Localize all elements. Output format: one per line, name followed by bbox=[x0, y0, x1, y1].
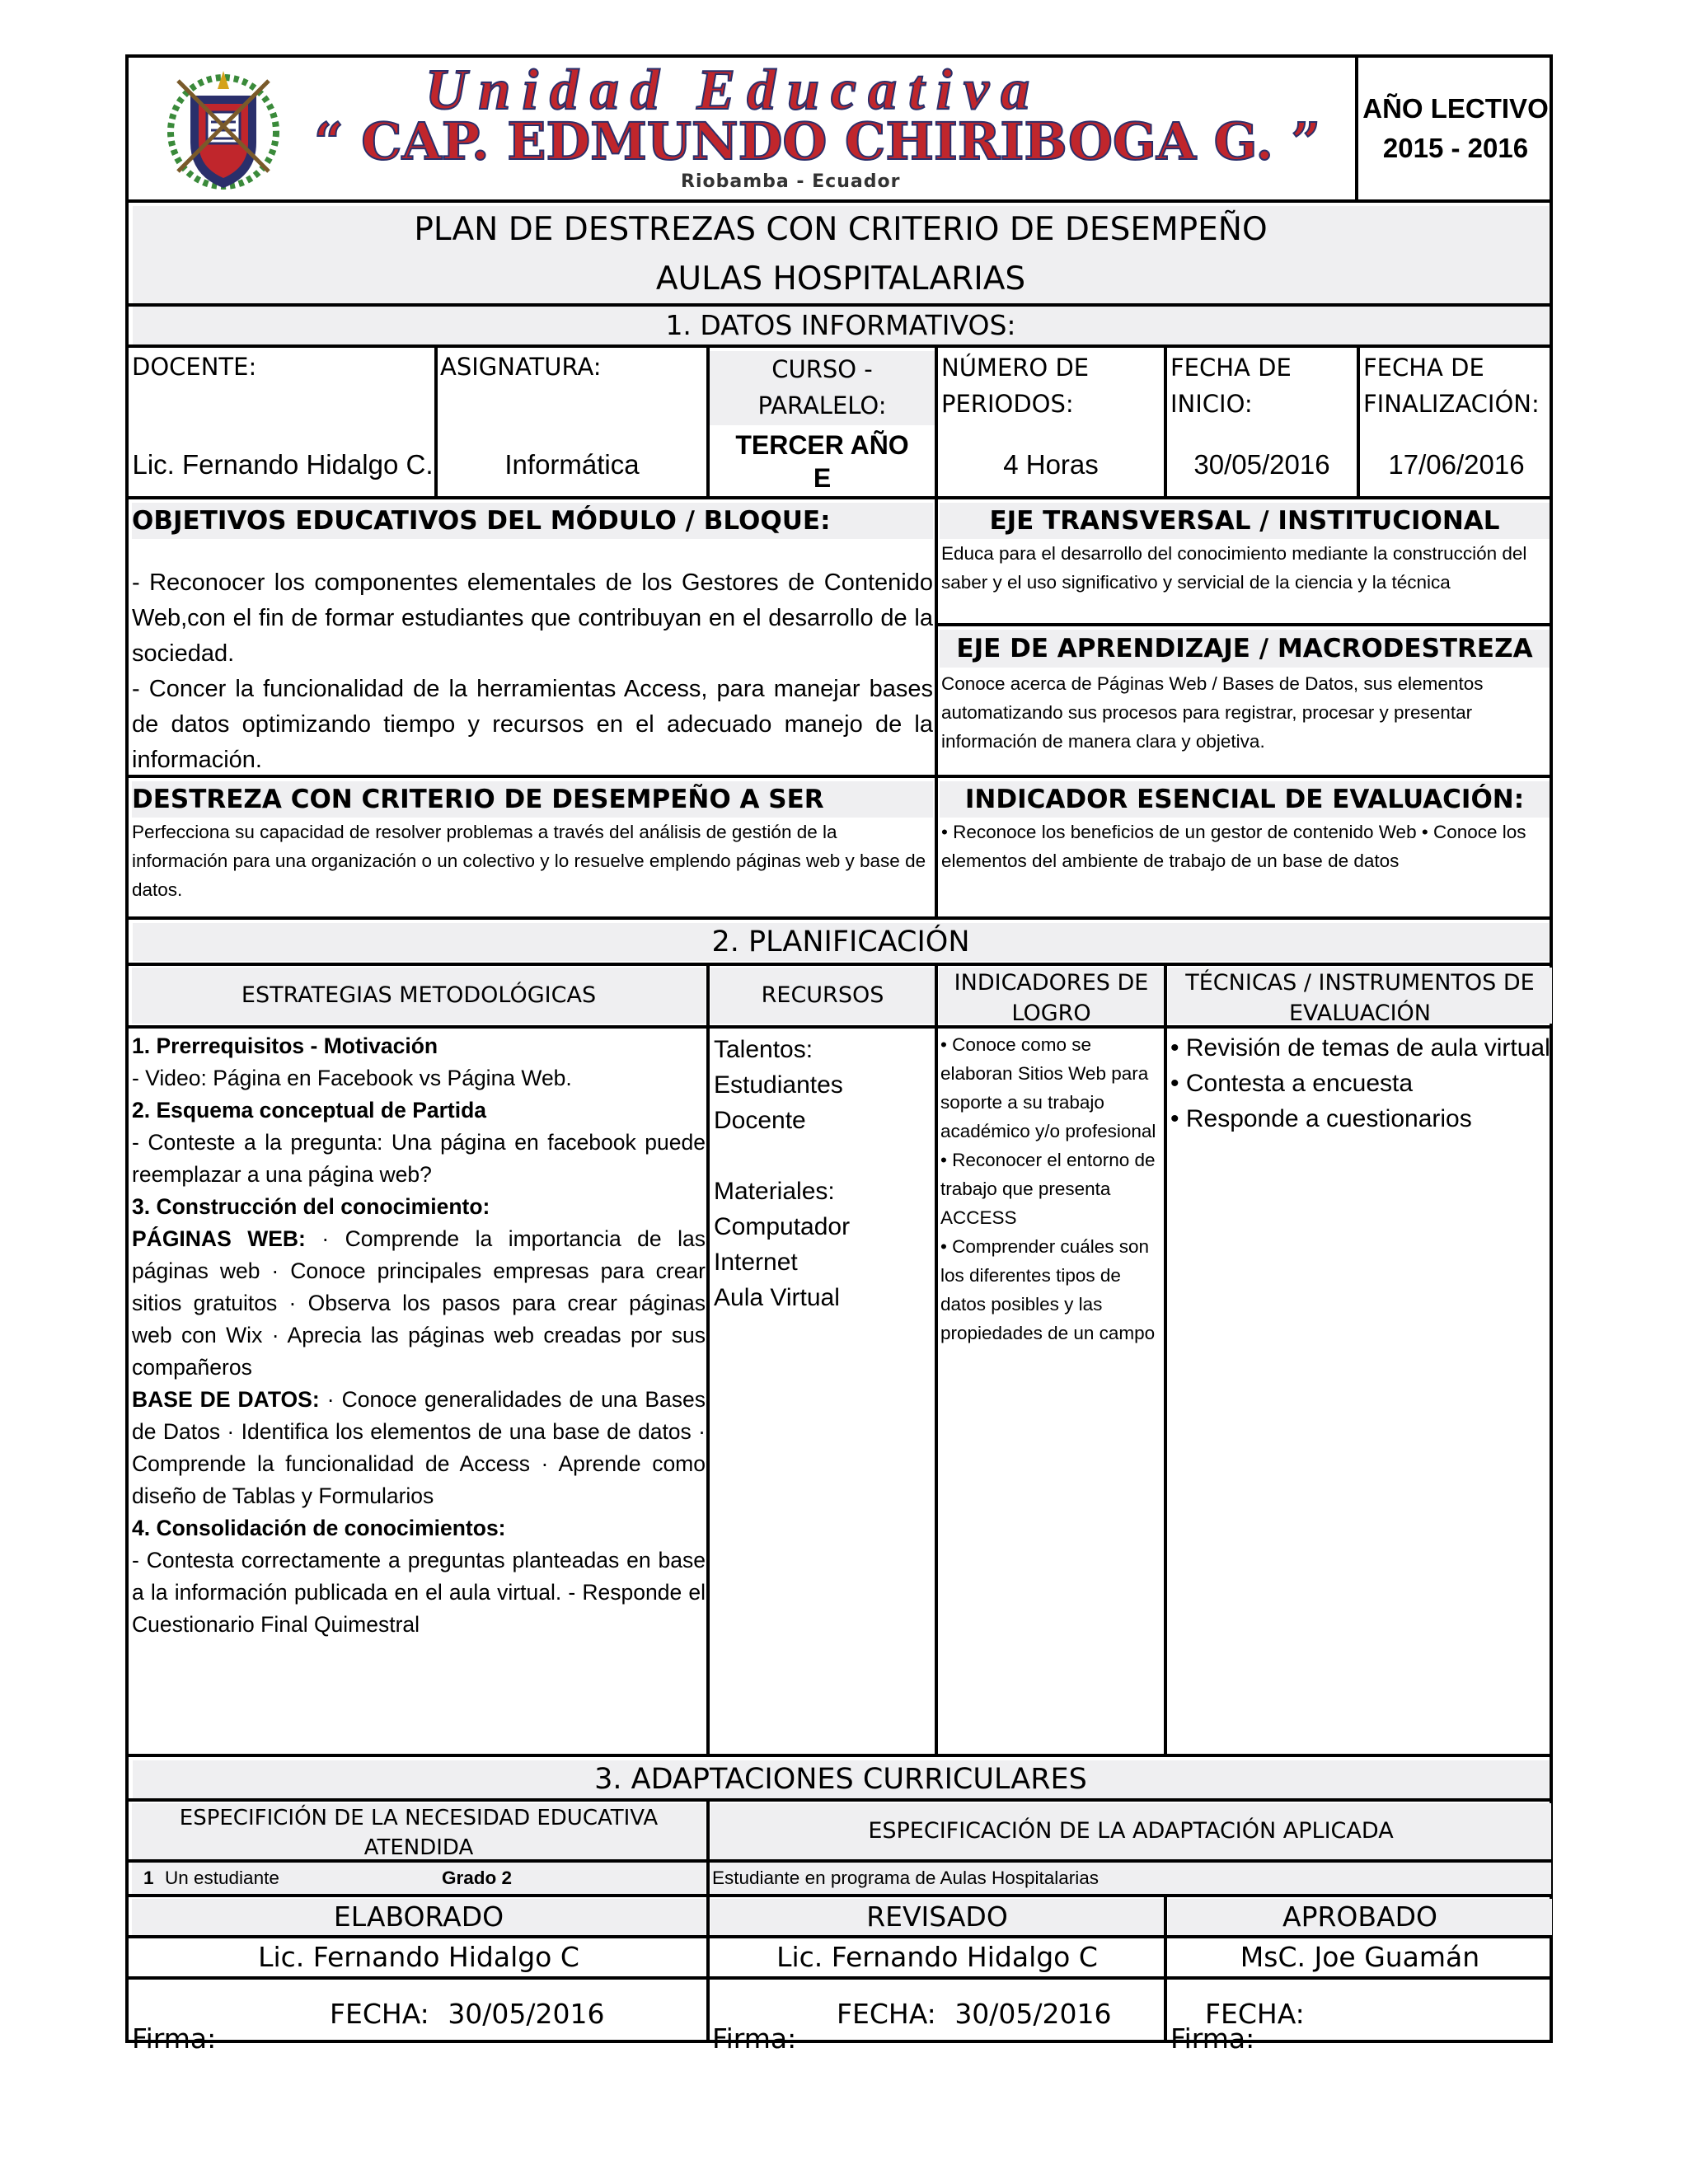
objetivo-2: - Concer la funcionalidad de la herramientas Access, para manejar bases de datos optimizando tiempo y recursos en el adecuado manejo de la información. bbox=[132, 676, 933, 773]
elaborado-label: ELABORADO bbox=[132, 1899, 706, 1935]
eje-aprendizaje-text: Conoce acerca de Páginas Web / Bases de Datos, sus elementos automatizando sus procesos para registrar, procesar y presentar información de manera clara y objetiva. bbox=[941, 673, 1484, 752]
document-title-line2: AULAS HOSPITALARIAS bbox=[655, 260, 1026, 298]
document-title-line1: PLAN DE DESTREZAS CON CRITERIO DE DESEMPEÑO bbox=[414, 211, 1268, 248]
fecha-inicio-label bbox=[1170, 349, 1355, 422]
fecha-fin-label bbox=[1363, 349, 1551, 422]
elaborado-fecha-label: FECHA: bbox=[330, 1998, 429, 2030]
revisado-fecha bbox=[837, 1994, 1158, 2034]
section-datos-heading: 1. DATOS INFORMATIVOS: bbox=[133, 307, 1549, 344]
elaborado-name: Lic. Fernando Hidalgo C bbox=[258, 1941, 579, 1973]
revisado-label: REVISADO bbox=[710, 1899, 1164, 1935]
periodos-label-line2: PERIODOS: bbox=[941, 390, 1074, 418]
academic-year bbox=[1358, 58, 1553, 199]
adaptacion-row-grado: Grado 2 bbox=[442, 1868, 513, 1888]
tecnica-item: • Revisión de temas de aula virtual bbox=[1170, 1034, 1550, 1062]
asignatura-label: ASIGNATURA: bbox=[440, 353, 602, 381]
objetivos-heading: OBJETIVOS EDUCATIVOS DEL MÓDULO / BLOQUE: bbox=[132, 503, 933, 539]
recurso-item: Aula Virtual bbox=[714, 1284, 840, 1311]
tecnicas-list bbox=[1170, 1030, 1551, 1137]
eje-transversal-text: Educa para el desarrollo del conocimiento mediante la construcción del saber y el uso significativo y servicial de la ciencia y la técnica bbox=[941, 543, 1527, 593]
fecha-fin-value: 17/06/2016 bbox=[1388, 449, 1525, 480]
destreza-heading: DESTREZA CON CRITERIO DE DESEMPEÑO A SER bbox=[132, 781, 933, 818]
recurso-item: Materiales: bbox=[714, 1178, 835, 1205]
school-city: Riobamba - Ecuador bbox=[681, 171, 901, 192]
indicadores-logro-text bbox=[940, 1030, 1163, 1347]
estrategia-4-title: 4. Consolidación de conocimientos: bbox=[132, 1516, 506, 1540]
docente-value: Lic. Fernando Hidalgo C. bbox=[132, 449, 434, 480]
aprobado-fecha bbox=[1205, 1994, 1543, 2034]
curso-label-line1: CURSO - bbox=[771, 355, 873, 383]
adaptacion-row-num: 1 bbox=[143, 1868, 154, 1888]
col-necesidad-header bbox=[132, 1803, 706, 1859]
tecnica-item: • Responde a cuestionarios bbox=[1170, 1105, 1472, 1132]
school-name-line2: “ CAP. EDMUNDO CHIRIBOGA G. ” bbox=[314, 111, 1321, 171]
recurso-item: Docente bbox=[714, 1107, 806, 1134]
recurso-spacer bbox=[714, 1138, 933, 1174]
col-indicadores-header bbox=[939, 968, 1164, 1024]
section-adaptaciones-heading: 3. ADAPTACIONES CURRICULARES bbox=[133, 1760, 1549, 1798]
col-recursos-header: RECURSOS bbox=[710, 968, 935, 1024]
adaptacion-row bbox=[132, 1863, 706, 1894]
col-tecnicas-header-line1: TÉCNICAS / INSTRUMENTOS DE bbox=[1185, 970, 1535, 996]
school-name-line1: Unidad Educativa bbox=[425, 59, 1042, 122]
estrategia-2-text: - Conteste a la pregunta: Una página en facebook puede reemplazar a una página web? bbox=[132, 1130, 706, 1187]
estrategia-3-bd bbox=[132, 1384, 706, 1512]
eje-aprendizaje-heading: EJE DE APRENDIZAJE / MACRODESTREZA bbox=[940, 630, 1550, 668]
destreza-text: Perfecciona su capacidad de resolver problemas a través del análisis de gestión de la información para una organización o un colectivo y lo resuelve emplendo páginas web y base de datos. bbox=[132, 822, 926, 900]
academic-year-value: 2015 - 2016 bbox=[1382, 133, 1529, 163]
revisado-name: Lic. Fernando Hidalgo C bbox=[776, 1941, 1098, 1973]
col-indicadores-header-line1: INDICADORES DE bbox=[954, 970, 1149, 996]
docente-label: DOCENTE: bbox=[132, 353, 257, 381]
col-indicadores-header-line2: LOGRO bbox=[1011, 1001, 1091, 1024]
elaborado-fecha-value: 30/05/2016 bbox=[448, 1998, 605, 2030]
col-necesidad-header-line2: ATENDIDA bbox=[363, 1835, 474, 1859]
indicador-logro-1: • Conoce como se elaboran Sitios Web para soporte a su trabajo académico y/o profesional • Reconocer el entorno de trabajo que presenta ACCESS bbox=[940, 1034, 1156, 1228]
revisado-fecha-value: 30/05/2016 bbox=[954, 1998, 1112, 2030]
curso-label bbox=[710, 351, 935, 425]
revisado-fecha-label: FECHA: bbox=[837, 1998, 936, 2030]
recurso-item: Estudiantes bbox=[714, 1071, 843, 1099]
asignatura-value: Informática bbox=[504, 449, 640, 480]
indicador-text: • Reconoce los beneficios de un gestor de contenido Web • Conoce los elementos del ambiente de trabajo de un base de datos bbox=[941, 822, 1526, 871]
objetivo-1: - Reconocer los componentes elementales de los Gestores de Contenido Web,con el fin de formar estudiantes que contribuyan en el desarrollo de la sociedad. bbox=[132, 569, 933, 667]
fecha-inicio-value: 30/05/2016 bbox=[1193, 449, 1330, 480]
school-crest-icon bbox=[162, 64, 285, 196]
indicador-heading: INDICADOR ESENCIAL DE EVALUACIÓN: bbox=[940, 781, 1550, 818]
aprobado-label: APROBADO bbox=[1168, 1899, 1552, 1935]
objetivos-text bbox=[132, 565, 933, 778]
elaborado-fecha bbox=[330, 1994, 692, 2034]
col-tecnicas-header-line2: EVALUACIÓN bbox=[1289, 1001, 1431, 1024]
section-planificacion-heading: 2. PLANIFICACIÓN bbox=[133, 923, 1549, 961]
fecha-fin-label-line1: FECHA DE bbox=[1363, 354, 1484, 382]
plan-sheet bbox=[125, 54, 1553, 2055]
fecha-inicio-label-line1: FECHA DE bbox=[1170, 354, 1292, 382]
eje-transversal-heading: EJE TRANSVERSAL / INSTITUCIONAL bbox=[940, 503, 1550, 539]
estrategia-4-text: - Contesta correctamente a preguntas planteadas en base a la información publicada en el aula virtual. - Responde el Cuestionario Final Quimestral bbox=[132, 1548, 706, 1637]
aprobado-fecha-label: FECHA: bbox=[1205, 1998, 1305, 2030]
adaptacion-row-applied: Estudiante en programa de Aulas Hospitalarias bbox=[710, 1863, 1551, 1894]
fecha-fin-label-line2: FINALIZACIÓN: bbox=[1363, 390, 1540, 418]
estrategia-1-text: - Video: Página en Facebook vs Página Web. bbox=[132, 1066, 572, 1090]
recurso-item: Computador bbox=[714, 1213, 851, 1240]
document-title bbox=[133, 206, 1549, 303]
periodos-value: 4 Horas bbox=[1003, 449, 1099, 480]
estrategia-3-bd-text: · Conoce generalidades de una Bases de Datos · Identifica los elementos de una base de datos · Comprende la funcionalidad de Access · Aprende como diseño de Tablas y Formularios bbox=[132, 1387, 706, 1508]
elaborado-firma-label: Firma: bbox=[132, 2022, 217, 2055]
curso-value-line1: TERCER AÑO bbox=[735, 430, 909, 460]
academic-year-label: AÑO LECTIVO bbox=[1362, 93, 1549, 124]
periodos-label bbox=[941, 349, 1162, 422]
estrategia-3-title: 3. Construcción del conocimiento: bbox=[132, 1194, 490, 1219]
estrategias-content bbox=[132, 1030, 706, 1641]
estrategia-3-web-label: PÁGINAS WEB: bbox=[132, 1226, 306, 1251]
col-estrategias-header: ESTRATEGIAS METODOLÓGICAS bbox=[132, 968, 706, 1024]
curso-label-line2: PARALELO: bbox=[757, 391, 887, 419]
indicador-logro-2: • Comprender cuáles son los diferentes tipos de datos posibles y las propiedades de un campo bbox=[940, 1236, 1156, 1343]
estrategia-2-title: 2. Esquema conceptual de Partida bbox=[132, 1098, 487, 1122]
estrategia-3-bd-label: BASE DE DATOS: bbox=[132, 1387, 320, 1412]
adaptacion-row-desc: Un estudiante bbox=[165, 1868, 279, 1888]
revisado-firma-label: Firma: bbox=[712, 2022, 797, 2055]
fecha-inicio-label-line2: INICIO: bbox=[1170, 390, 1253, 418]
recurso-item: Internet bbox=[714, 1249, 798, 1276]
curso-value bbox=[710, 429, 935, 494]
recurso-item: Talentos: bbox=[714, 1036, 814, 1063]
col-necesidad-header-line1: ESPECIFICIÓN DE LA NECESIDAD EDUCATIVA bbox=[179, 1806, 659, 1830]
col-tecnicas-header bbox=[1168, 968, 1552, 1024]
recursos-list bbox=[714, 1032, 933, 1315]
estrategia-3-web-text: · Comprende la importancia de las páginas web · Conoce principales empresas para crear sitios gratuitos · Observa los pasos para crear páginas web con Wix · Aprecia las páginas web creadas por sus compañeros bbox=[132, 1226, 706, 1380]
aprobado-firma-label: Firma: bbox=[1170, 2022, 1255, 2055]
school-header bbox=[129, 58, 1355, 199]
estrategia-1-title: 1. Prerrequisitos - Motivación bbox=[132, 1033, 438, 1058]
periodos-label-line1: NÚMERO DE bbox=[941, 354, 1090, 382]
tecnica-item: • Contesta a encuesta bbox=[1170, 1070, 1414, 1097]
col-adaptacion-header: ESPECIFICACIÓN DE LA ADAPTACIÓN APLICADA bbox=[710, 1803, 1551, 1859]
aprobado-name: MsC. Joe Guamán bbox=[1240, 1941, 1480, 1973]
curso-value-line2: E bbox=[813, 463, 832, 493]
estrategia-3-web bbox=[132, 1223, 706, 1384]
